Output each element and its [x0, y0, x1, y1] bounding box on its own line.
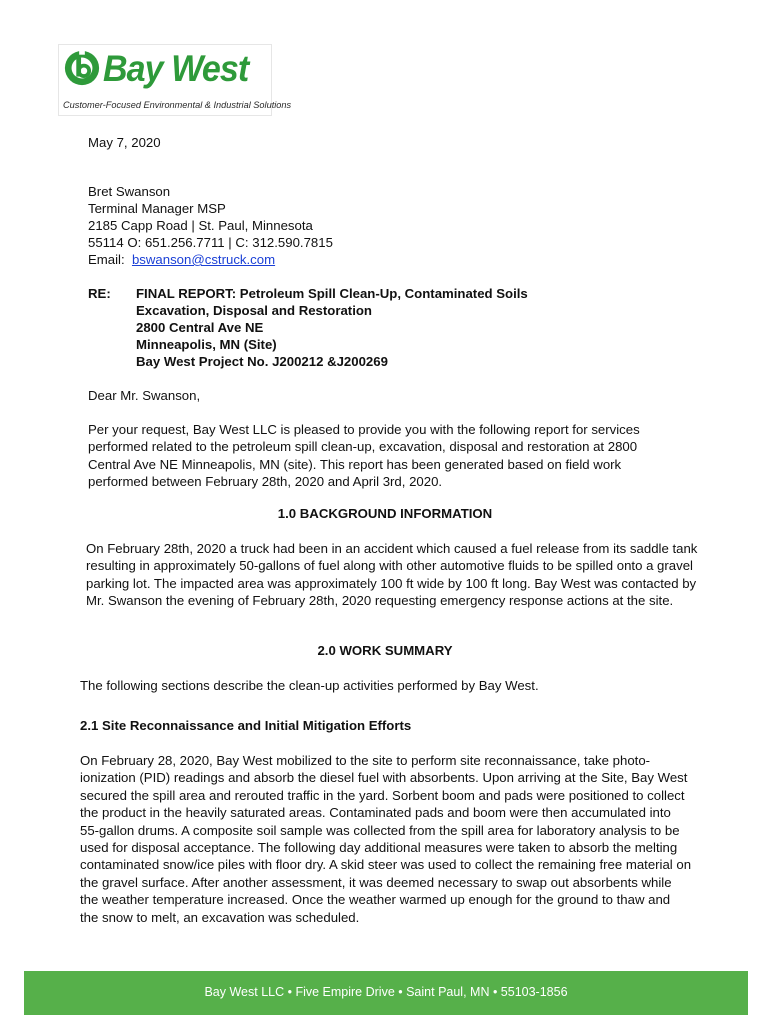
section-2-1-body: On February 28, 2020, Bay West mobilized to the site to perform site reconnaissance, take photo-ionization (PID) readings and absorb the diesel fuel with absorbents. Upon arriving at the Site, Bay West secured the spill area and rerouted traffic in the yard. Sorbent boom and pads were positioned to collect the product in the heavily saturated areas. Contaminated pads and boom were then accumulated into 55-gallon drums. A composite soil sample was collected from the spill area for laboratory analysis to be used for disposal acceptance. The following day additional measures were taken to absorb the melting contaminated snow/ice piles with floor dry. A skid steer was used to collect the remaining free material on the gravel surface. After another assessment, it was deemed necessary to swap out absorbents while the weather temperature increased. Once the weather warmed up enough for the ground to thaw and the snow to melt, an excavation was scheduled. — [80, 753, 692, 925]
letter-date: May 7, 2020 — [88, 135, 161, 150]
re-line-3: 2800 Central Ave NE — [136, 320, 264, 335]
re-line-4: Minneapolis, MN (Site) — [136, 337, 277, 352]
intro-paragraph: Per your request, Bay West LLC is pleased to provide you with the following report for services performed related to the petroleum spill clean-up, excavation, disposal and restoration at 2800 Central Ave NE Minneapolis, MN (site). This report has been generated based on field work performed between February 28th, 2020 and April 3rd, 2020. — [88, 422, 640, 490]
re-line-2: Excavation, Disposal and Restoration — [136, 303, 372, 318]
footer-address: Bay West LLC • Five Empire Drive • Saint Paul, MN • 55103-1856 — [204, 985, 568, 999]
recipient-zip-phone: 55114 O: 651.256.7711 | C: 312.590.7815 — [88, 235, 333, 250]
recipient-name: Bret Swanson — [88, 184, 171, 199]
section-1-body: On February 28th, 2020 a truck had been in an accident which caused a fuel release from its saddle tank resulting in approximately 50-gallons of fuel along with other automotive fluids to be spilled onto a gravel parking lot. The impacted area was approximately 100 ft wide by 100 ft long. Bay West was contacted by Mr. Swanson the evening of February 28th, 2020 requesting emergency response actions at the site. — [86, 541, 698, 609]
section-1-heading: 1.0 BACKGROUND INFORMATION — [277, 506, 493, 521]
re-line-1: FINAL REPORT: Petroleum Spill Clean-Up, Contaminated Soils — [136, 286, 528, 301]
re-line-5: Bay West Project No. J200212 &J200269 — [136, 354, 388, 369]
page-footer — [24, 971, 748, 1015]
recipient-title: Terminal Manager MSP — [88, 201, 226, 216]
email-label: Email: — [88, 252, 125, 267]
recipient-address: 2185 Capp Road | St. Paul, Minnesota — [88, 218, 313, 233]
salutation: Dear Mr. Swanson, — [88, 388, 201, 403]
logo-tagline: Customer-Focused Environmental & Industrial Solutions — [63, 100, 292, 110]
bay-west-logo-icon — [63, 49, 101, 87]
email-link[interactable]: bswanson@cstruck.com — [131, 252, 276, 267]
section-2-heading: 2.0 WORK SUMMARY — [317, 643, 453, 658]
recipient-email-line — [88, 251, 275, 268]
section-2-body: The following sections describe the clean-up activities performed by Bay West. — [80, 678, 539, 693]
re-label: RE: — [88, 286, 111, 301]
section-2-1-heading: 2.1 Site Reconnaissance and Initial Mitigation Efforts — [80, 718, 412, 733]
company-logo — [58, 44, 292, 116]
logo-name: Bay West — [103, 48, 249, 89]
